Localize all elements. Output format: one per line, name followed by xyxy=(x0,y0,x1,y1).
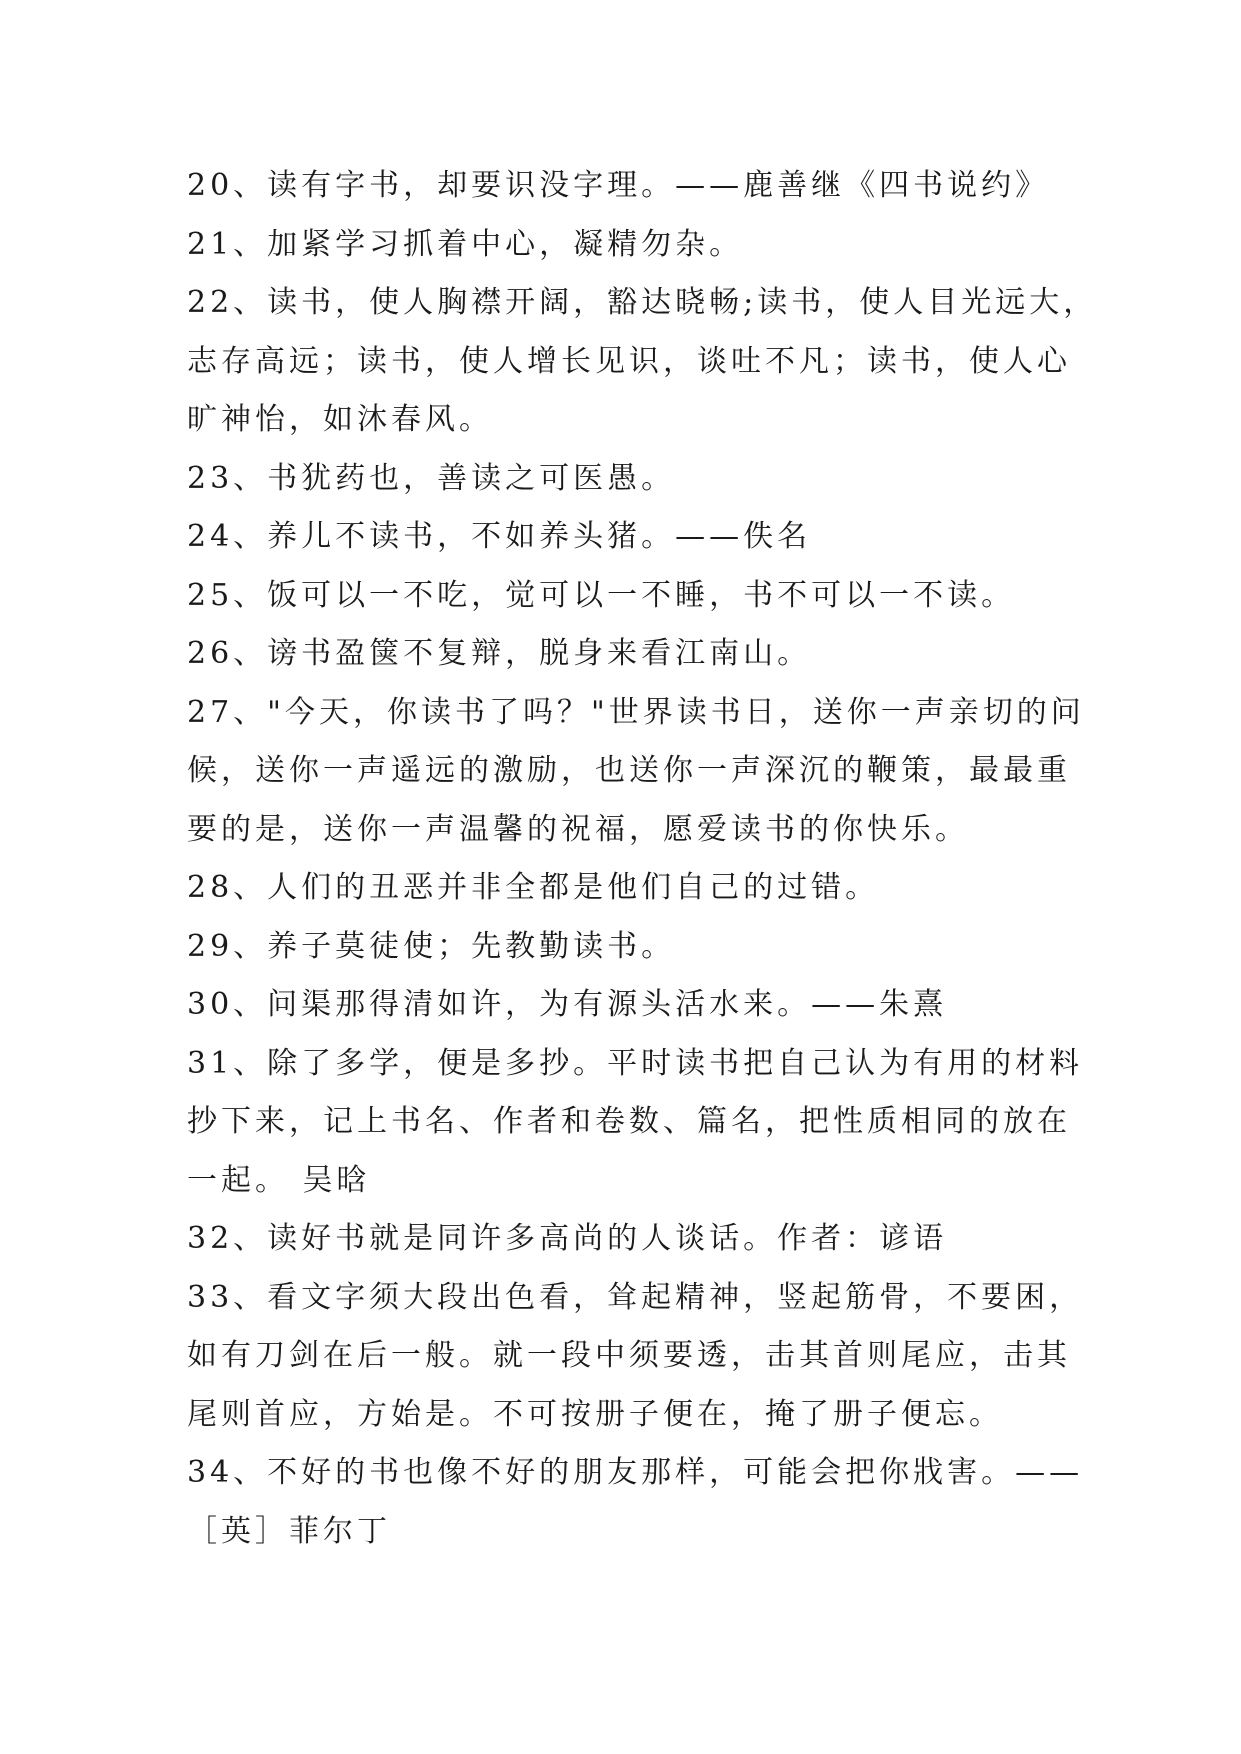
text-line: 志存高远；读书，使人增长见识，谈吐不凡；读书，使人心 xyxy=(187,343,1071,379)
text-line: 候，送你一声遥远的激励，也送你一声深沉的鞭策，最最重 xyxy=(187,753,1071,788)
text-line: 要的是，送你一声温馨的祝福，愿爱读书的你快乐。 xyxy=(187,811,969,847)
text-line: ［英］菲尔丁 xyxy=(187,1513,391,1549)
text-line: 28、人们的丑恶并非全都是他们自己的过错。 xyxy=(187,870,880,905)
text-line: 如有刀剑在后一般。就一段中须要透，击其首则尾应，击其 xyxy=(187,1338,1071,1373)
text-line: 32、读好书就是同许多高尚的人谈话。作者：谚语 xyxy=(187,1221,948,1256)
text-line: 23、书犹药也，善读之可医愚。 xyxy=(187,460,676,496)
text-line: 一起。 吴晗 xyxy=(187,1162,371,1198)
text-line: 29、养子莫徒使；先教勤读书。 xyxy=(187,928,676,964)
document-body xyxy=(187,157,1098,1561)
text-line: 31、除了多学，便是多抄。平时读书把自己认为有用的材料 xyxy=(187,1045,1084,1081)
text-line: 20、读有字书，却要识没字理。——鹿善继《四书说约》 xyxy=(187,168,1050,203)
text-line: 旷神怡，如沐春风。 xyxy=(187,402,493,437)
text-line: 26、谤书盈箧不复辩，脱身来看江南山。 xyxy=(187,636,812,671)
text-line: 抄下来，记上书名、作者和卷数、篇名，把性质相同的放在 xyxy=(187,1104,1071,1139)
text-line: 尾则首应，方始是。不可按册子便在，掩了册子便忘。 xyxy=(187,1396,1003,1432)
text-line: 30、问渠那得清如许，为有源头活水来。——朱熹 xyxy=(187,987,948,1022)
text-line: 34、不好的书也像不好的朋友那样，可能会把你戕害。—— xyxy=(187,1455,1084,1490)
text-line: 33、看文字须大段出色看，耸起精神，竖起筋骨，不要困， xyxy=(187,1279,1084,1315)
text-line: 24、养儿不读书，不如养头猪。——佚名 xyxy=(187,519,812,554)
text-line: 25、饭可以一不吃，觉可以一不睡，书不可以一不读。 xyxy=(187,577,1016,613)
text-line: 27、"今天，你读书了吗？"世界读书日，送你一声亲切的问 xyxy=(187,694,1085,730)
text-line: 21、加紧学习抓着中心，凝精勿杂。 xyxy=(187,226,744,262)
text-line: 22、读书，使人胸襟开阔，豁达晓畅;读书，使人目光远大， xyxy=(187,285,1098,320)
